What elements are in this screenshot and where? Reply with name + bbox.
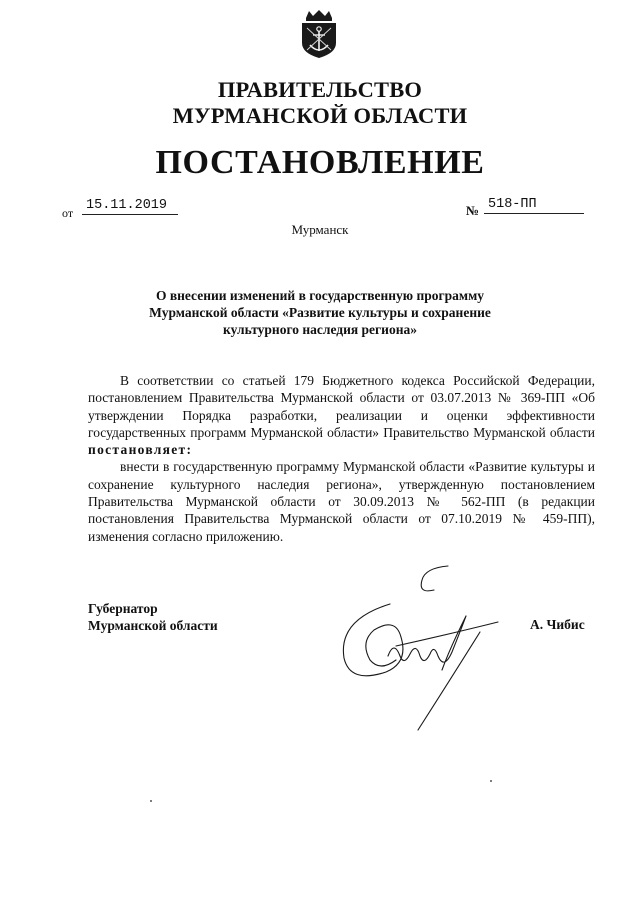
government-title-line2: МУРМАНСКОЙ ОБЛАСТИ: [172, 103, 468, 128]
subject-line2: Мурманской области «Развитие культуры и сохранение: [149, 305, 491, 320]
subject-line1: О внесении изменений в государственную программу: [155, 288, 485, 303]
number-prefix: №: [466, 203, 480, 218]
body-paragraph-2: внести в государственную программу Мурманской области «Развитие культуры и сохранение культурного наследия региона», утвержденную постановлением Правительства Мурманской области от 30.09.2013 № 562-ПП (в редакции постановления Правительства Мурманской области от 07.10.2019 № 459-ПП), изменения согласно приложению.: [88, 459, 595, 544]
scan-speck: [150, 800, 152, 802]
decision-word: постановляет:: [88, 442, 193, 458]
document-type-heading: ПОСТАНОВЛЕНИЕ: [155, 144, 485, 181]
date-prefix: от: [62, 206, 74, 220]
city-label: Мурманск: [291, 222, 349, 237]
document-subject: [120, 287, 520, 338]
scan-speck: [490, 780, 492, 782]
signer-title-line1: Губернатор: [88, 601, 158, 616]
signer-name: А. Чибис: [530, 617, 585, 632]
handwritten-signature-icon: [330, 560, 510, 735]
body-paragraph-1-text: В соответствии со статьей 179 Бюджетного кодекса Российской Федерации, постановлением Правительства Мурманской области от 03.07.2013 № 369-ПП «Об утверждении Порядка разработки, реализации и оценки эффективности государственных программ Мурманской области» Правительство Мурманской области: [88, 373, 595, 440]
document-body: [88, 372, 595, 545]
document-number: 518-ПП: [484, 197, 584, 214]
government-title: [0, 77, 640, 129]
body-paragraph-1: [88, 372, 595, 458]
signer-title-line2: Мурманской области: [88, 618, 218, 633]
government-title-line1: ПРАВИТЕЛЬСТВО: [217, 77, 423, 102]
subject-line3: культурного наследия региона»: [223, 322, 417, 337]
murmansk-coat-of-arms-icon: [298, 9, 340, 59]
signer-title: [88, 600, 218, 634]
document-date: 15.11.2019: [82, 198, 178, 215]
